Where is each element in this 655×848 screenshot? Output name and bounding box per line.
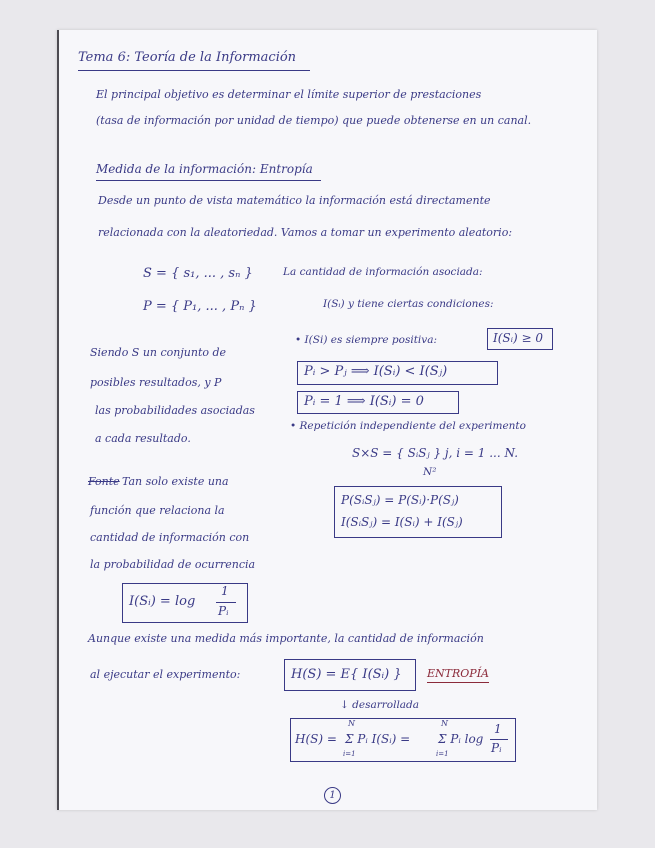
- page-number: 1: [324, 787, 341, 804]
- condition-1-box: [487, 328, 553, 350]
- condition-1-text: • I(Si) es siempre positiva:: [295, 334, 438, 346]
- entropy-label: ENTROPÍA: [427, 667, 489, 680]
- condition-4-info-sum: I(SᵢSⱼ) = I(Sᵢ) + I(Sⱼ): [341, 515, 463, 529]
- entropy-line-1: Aunque existe una medida más importante, la cantidad de información: [88, 632, 484, 645]
- condition-4-prob-product: P(SᵢSⱼ) = P(Sᵢ)·P(Sⱼ): [341, 493, 459, 507]
- entropy-definition-box: [284, 659, 416, 691]
- sum-upper-limit-2: N: [441, 719, 448, 728]
- condition-3-formula: Pᵢ = 1 ⟹ I(Sᵢ) = 0: [304, 394, 424, 409]
- entropy-frac-denominator: Pᵢ: [491, 741, 502, 755]
- condition-2-formula: Pᵢ > Pⱼ ⟹ I(Sᵢ) < I(Sⱼ): [304, 364, 448, 379]
- information-formula-lhs: I(Sᵢ) = log: [129, 594, 196, 609]
- info-statement-1: La cantidad de información asociada:: [283, 266, 483, 278]
- entropy-frac-numerator: 1: [494, 722, 502, 736]
- section-heading-underline: [96, 180, 321, 181]
- function-note-line-1: Tan solo existe una: [122, 475, 229, 488]
- fraction-bar: [216, 602, 236, 603]
- sum-upper-limit-1: N: [348, 719, 355, 728]
- left-note-line-4: a cada resultado.: [95, 432, 191, 445]
- function-note-line-3: cantidad de información con: [90, 531, 250, 544]
- condition-4-product-set: S×S = { SᵢSⱼ } j, i = 1 ... N.: [352, 446, 519, 460]
- left-note-line-3: las probabilidades asociadas: [95, 404, 255, 417]
- entropy-fraction-bar: [490, 739, 508, 740]
- outcome-set: S = { s₁, ... , sₙ }: [143, 266, 253, 281]
- condition-1-formula: I(Sᵢ) ≥ 0: [493, 331, 544, 345]
- intro-line-2: (tasa de información por unidad de tiempo) que puede obtenerse en un canal.: [96, 114, 532, 127]
- probability-set: P = { P₁, ... , Pₙ }: [143, 299, 257, 314]
- intro-line-1: El principal objetivo es determinar el límite superior de prestaciones: [96, 88, 482, 101]
- page-title: Tema 6: Teoría de la Información: [78, 50, 297, 65]
- function-note-line-4: la probabilidad de ocurrencia: [90, 558, 256, 571]
- entropy-dev-middle: Σ Pᵢ I(Sᵢ) =: [345, 732, 411, 746]
- entropy-line-2: al ejecutar el experimento:: [90, 668, 241, 681]
- information-formula-numerator: 1: [221, 584, 229, 598]
- sum-lower-limit-1: i=1: [343, 750, 356, 758]
- entropy-dev-rhs: Σ Pᵢ log: [438, 732, 484, 746]
- left-note-line-1: Siendo S un conjunto de: [90, 346, 227, 359]
- condition-4-box: [334, 486, 502, 538]
- condition-2-box: [297, 361, 498, 385]
- condition-4-n-squared: N²: [423, 466, 437, 478]
- paragraph-line-2: relacionada con la aleatoriedad. Vamos a tomar un experimento aleatorio:: [98, 226, 513, 239]
- developed-note: ↓ desarrollada: [340, 699, 420, 711]
- section-heading: Medida de la información: Entropía: [96, 162, 313, 176]
- condition-4-text: • Repetición independiente del experimento: [290, 420, 526, 432]
- entropy-label-underline: [427, 682, 489, 683]
- entropy-dev-lhs: H(S) =: [295, 732, 337, 746]
- struck-word: Fonte: [88, 475, 120, 488]
- sum-lower-limit-2: i=1: [436, 750, 449, 758]
- entropy-definition: H(S) = E{ I(Sᵢ) }: [291, 667, 402, 682]
- condition-3-box: [297, 391, 459, 414]
- left-note-line-2: posibles resultados, y P: [90, 376, 222, 389]
- information-formula-box: [122, 583, 248, 623]
- entropy-development-box: [290, 718, 516, 762]
- title-underline: [78, 70, 310, 71]
- page-margin-line: [57, 30, 59, 810]
- function-note-line-2: función que relaciona la: [90, 504, 225, 517]
- info-statement-2: I(Sᵢ) y tiene ciertas condiciones:: [323, 298, 494, 310]
- paragraph-line-1: Desde un punto de vista matemático la información está directamente: [98, 194, 491, 207]
- information-formula-denominator: Pᵢ: [218, 604, 229, 618]
